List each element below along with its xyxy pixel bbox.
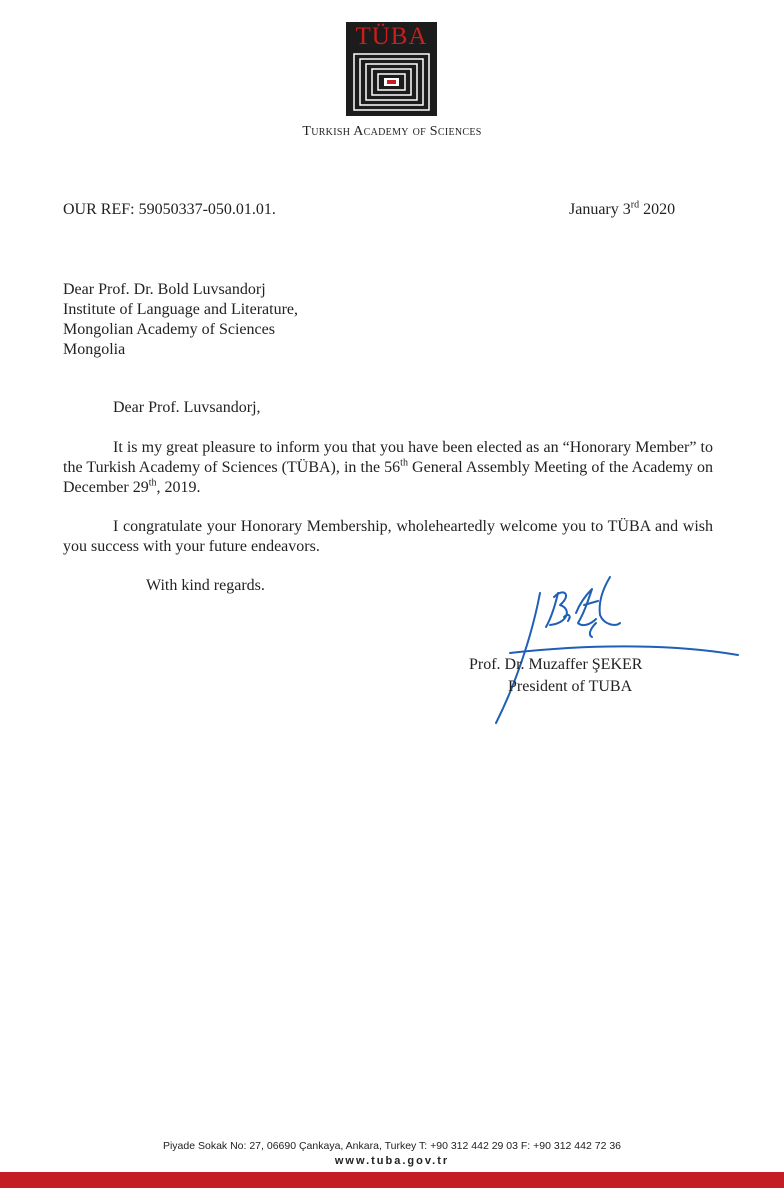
p1-sup-b: th: [148, 477, 157, 489]
academy-name: Turkish Academy of Sciences: [302, 124, 482, 139]
date-suffix: rd: [630, 199, 640, 211]
signatory-title: President of TUBA: [508, 678, 633, 695]
body-paragraph-2: I congratulate your Honorary Membership, wholeheartedly welcome you to TÜBA and wish you success with your future endeavors.: [63, 518, 713, 555]
recipient-line: Mongolia: [63, 341, 126, 358]
body-paragraph-1: [63, 438, 713, 498]
closing-regards: With kind regards.: [146, 577, 265, 594]
signatory-name: Prof. Dr. Muzaffer ŞEKER: [469, 656, 643, 673]
reference-number: OUR REF: 59050337-050.01.01.: [63, 201, 276, 218]
p1-sup-a: th: [400, 457, 408, 469]
p1-text-c: , 2019.: [156, 479, 201, 496]
footer-address: Piyade Sokak No: 27, 06690 Çankaya, Ankara, Turkey T: +90 312 442 29 03 F: +90 312 442 72 36: [162, 1140, 622, 1152]
tuba-logo: [346, 22, 437, 116]
recipient-line: Institute of Language and Literature,: [63, 301, 299, 318]
date-day: January 3: [569, 201, 631, 218]
handwritten-signature-icon: [480, 565, 750, 735]
footer-red-bar: [0, 1172, 784, 1188]
footer-website: www.tuba.gov.tr: [334, 1155, 450, 1167]
recipient-line: Dear Prof. Dr. Bold Luvsandorj: [63, 281, 266, 298]
salutation: Dear Prof. Luvsandorj,: [113, 399, 261, 416]
letter-date: [569, 200, 675, 220]
date-year: 2020: [639, 201, 676, 218]
p1-text-a: It is my great pleasure to inform you that you have been elected as an “Honorary Member” to the Turkish Academy of Sciences (TÜBA), in the 56: [63, 439, 713, 476]
logo-text: TÜBA: [355, 23, 428, 50]
recipient-line: Mongolian Academy of Sciences: [63, 321, 275, 338]
p1-text-b: General Assembly Meeting of the Academy on December 29: [63, 459, 713, 496]
